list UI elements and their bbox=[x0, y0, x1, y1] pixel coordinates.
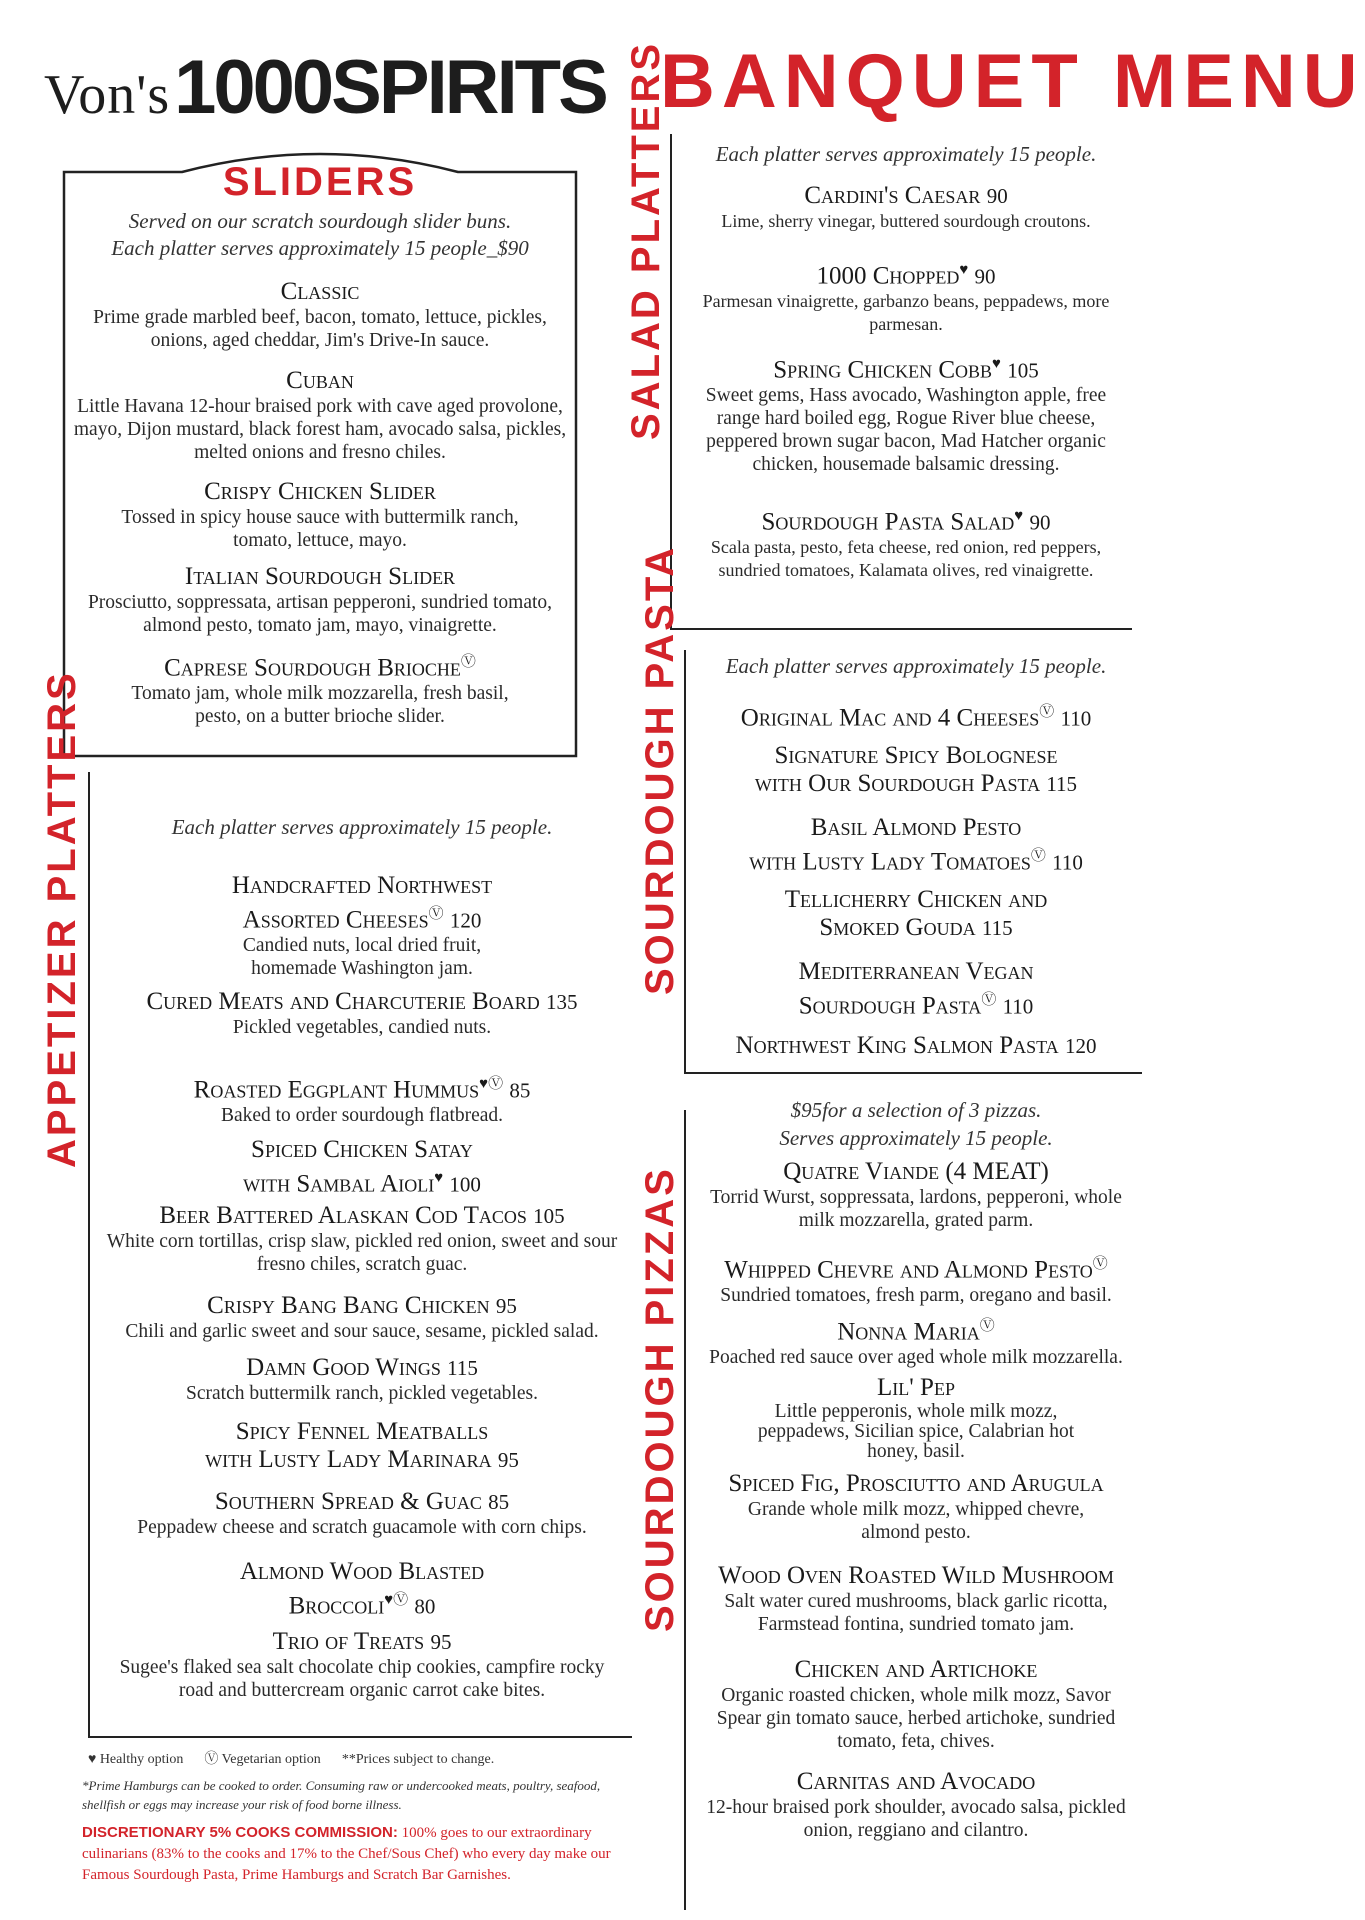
slider-desc: Prosciutto, soppressata, artisan pepperoni, sundried tomato, almond pesto, tomato jam, mayo, vinaigrette. bbox=[87, 592, 553, 636]
raw-food-warning: *Prime Hamburgs can be cooked to order. Consuming raw or undercooked meats, poultry, seafood, shellfish or eggs may increase your risk of food borne illness. bbox=[82, 1778, 601, 1812]
salad-price: 90 bbox=[986, 184, 1008, 208]
healthy-icon: ♥ bbox=[992, 356, 1001, 372]
pizza-name: Lil' Pep bbox=[877, 1374, 955, 1401]
appetizer-item bbox=[92, 1558, 632, 1620]
appetizer-name-line1: Spiced Chicken Satay bbox=[251, 1136, 473, 1163]
pasta-price: 115 bbox=[981, 916, 1013, 940]
pasta-item bbox=[690, 814, 1142, 876]
sliders-title: SLIDERS bbox=[222, 160, 418, 204]
salad-name: 1000 Chopped bbox=[816, 262, 960, 290]
pasta-price: 115 bbox=[1046, 772, 1078, 796]
appetizer-name-line1: Handcrafted Northwest bbox=[231, 872, 493, 899]
vegetarian-icon: Ⓥ bbox=[1030, 848, 1046, 864]
appetizer-name-line2: with Lusty Lady Marinara bbox=[205, 1446, 492, 1473]
pizza-name: Whipped Chevre and Almond Pesto bbox=[724, 1256, 1093, 1284]
pizza-item bbox=[690, 1768, 1142, 1842]
slider-desc: Tossed in spicy house sauce with buttermilk ranch, tomato, lettuce, mayo. bbox=[121, 507, 519, 551]
sliders-intro-line1: Served on our scratch sourdough slider buns. bbox=[128, 209, 512, 233]
appetizer-price: 80 bbox=[414, 1594, 436, 1619]
appetizer-price: 115 bbox=[447, 1356, 478, 1380]
pizza-item bbox=[690, 1656, 1142, 1753]
pizza-desc: Little pepperonis, whole milk mozz, peppadews, Sicilian spice, Calabrian hot honey, basil. bbox=[757, 1401, 1075, 1462]
pasta-price: 110 bbox=[1060, 706, 1092, 731]
slider-desc: Little Havana 12-hour braised pork with cave aged provolone, mayo, Dijon mustard, black forest ham, avocado salsa, pickles, melted onions and fresno chiles. bbox=[73, 396, 567, 463]
prices-note: **Prices subject to change. bbox=[341, 1752, 495, 1767]
salad-price: 90 bbox=[974, 264, 996, 289]
appetizer-item bbox=[92, 1488, 632, 1539]
pizza-desc: 12-hour braised pork shoulder, avocado salsa, pickled onion, reggiano and cilantro. bbox=[706, 1797, 1126, 1841]
brand-logo bbox=[44, 44, 606, 134]
pizzas-intro-line2: Serves approximately 15 people. bbox=[779, 1126, 1053, 1150]
vegetarian-icon: Ⓥ bbox=[1092, 1256, 1108, 1272]
salad-name: Spring Chicken Cobb bbox=[773, 356, 993, 384]
slider-name: Italian Sourdough Slider bbox=[184, 563, 456, 590]
vegetarian-icon: Ⓥ bbox=[204, 1752, 219, 1767]
appetizer-desc: Scratch buttermilk ranch, pickled vegetables. bbox=[186, 1383, 538, 1404]
slider-name: Crispy Chicken Slider bbox=[204, 478, 436, 505]
healthy-icon: ♥ bbox=[1014, 508, 1024, 524]
brand-prefix: Von's bbox=[44, 64, 171, 126]
pasta-name-line2: Sourdough Pasta bbox=[798, 992, 982, 1020]
appetizer-name: Roasted Eggplant Hummus bbox=[193, 1076, 480, 1104]
appetizer-desc: White corn tortillas, crisp slaw, pickled red onion, sweet and sour fresno chiles, scratch guac. bbox=[106, 1231, 618, 1275]
appetizer-name-line2: with Sambal Aioli bbox=[243, 1170, 435, 1198]
pasta-name-line1: Mediterranean Vegan bbox=[798, 958, 1034, 985]
salad-desc: Lime, sherry vinegar, buttered sourdough croutons. bbox=[721, 211, 1091, 231]
pasta-name-line2: Smoked Gouda bbox=[819, 914, 976, 941]
appetizer-name-line1: Almond Wood Blasted bbox=[239, 1558, 485, 1585]
pasta-title: SOURDOUGH PASTA bbox=[638, 544, 682, 995]
pizza-desc: Organic roasted chicken, whole milk mozz, Savor Spear gin tomato sauce, herbed artichoke, sundried tomato, feta, chives. bbox=[716, 1685, 1116, 1752]
pasta-bottom-rule bbox=[684, 1072, 1142, 1074]
pizza-item bbox=[690, 1470, 1142, 1544]
vegetarian-icon: Ⓥ bbox=[428, 906, 444, 922]
healthy-icon: ♥ bbox=[434, 1170, 444, 1186]
appetizer-name: Beer Battered Alaskan Cod Tacos bbox=[159, 1202, 527, 1229]
appetizer-item bbox=[92, 1354, 632, 1405]
pasta-item bbox=[690, 886, 1142, 942]
slider-item bbox=[68, 367, 572, 464]
salad-name: Sourdough Pasta Salad bbox=[761, 508, 1015, 536]
salad-name: Cardini's Caesar bbox=[804, 182, 981, 209]
pasta-item bbox=[690, 958, 1142, 1020]
appetizers-title: APPETIZER PLATTERS bbox=[40, 670, 84, 1168]
salad-desc: Scala pasta, pesto, feta cheese, red onion, red peppers, sundried tomatoes, Kalamata olives, red vinaigrette. bbox=[710, 537, 1102, 581]
slider-desc: Tomato jam, whole milk mozzarella, fresh basil, pesto, on a butter brioche slider. bbox=[131, 683, 509, 728]
commission-note bbox=[82, 1822, 622, 1886]
salad-price: 105 bbox=[1007, 358, 1039, 383]
pasta-name-line1: Signature Spicy Bolognese bbox=[774, 742, 1058, 769]
menu-title: BANQUET MENU bbox=[660, 39, 1365, 124]
appetizer-item bbox=[92, 1070, 632, 1127]
pasta-divider bbox=[684, 650, 686, 1074]
slider-item bbox=[68, 563, 572, 637]
appetizer-price: 135 bbox=[546, 990, 578, 1014]
appetizer-name: Trio of Treats bbox=[272, 1628, 425, 1655]
salads-bottom-rule bbox=[670, 628, 1132, 630]
appetizer-price: 105 bbox=[533, 1204, 565, 1228]
vegetarian-icon: Ⓥ bbox=[979, 1318, 995, 1334]
pizza-desc: Torrid Wurst, soppressata, lardons, pepperoni, whole milk mozzarella, grated parm. bbox=[710, 1187, 1122, 1231]
pasta-price: 110 bbox=[1002, 994, 1034, 1019]
salad-item bbox=[680, 182, 1132, 233]
pizza-item bbox=[690, 1374, 1142, 1462]
healthy-label: Healthy option bbox=[99, 1752, 184, 1767]
salad-item bbox=[680, 502, 1132, 582]
legend bbox=[88, 1748, 648, 1768]
appetizer-price: 85 bbox=[488, 1490, 510, 1514]
sliders-intro-line2: Each platter serves approximately 15 people_$90 bbox=[111, 236, 529, 260]
slider-name: Classic bbox=[280, 278, 360, 305]
appetizers-intro: Each platter serves approximately 15 people. bbox=[171, 815, 553, 839]
pizza-name: Chicken and Artichoke bbox=[794, 1656, 1038, 1683]
pasta-item bbox=[690, 1032, 1142, 1060]
salad-item bbox=[680, 350, 1132, 476]
slider-item bbox=[68, 278, 572, 352]
salads-intro: Each platter serves approximately 15 people. bbox=[715, 142, 1097, 166]
pasta-intro: Each platter serves approximately 15 people. bbox=[725, 654, 1107, 678]
appetizer-name: Cured Meats and Charcuterie Board bbox=[146, 988, 540, 1015]
slider-name: Caprese Sourdough Brioche bbox=[164, 654, 461, 682]
vegetarian-icon: Ⓥ bbox=[981, 992, 997, 1008]
pasta-name-line2: with Lusty Lady Tomatoes bbox=[749, 848, 1031, 876]
pasta-item bbox=[690, 698, 1142, 732]
pasta-name: Northwest King Salmon Pasta bbox=[735, 1032, 1059, 1059]
slider-item bbox=[68, 648, 572, 728]
salad-desc: Sweet gems, Hass avocado, Washington apple, free range hard boiled egg, Rogue River blue cheese, peppered brown sugar bacon, Mad Hatcher organic chicken, housemade balsamic dressing. bbox=[705, 385, 1107, 476]
appetizer-desc: Pickled vegetables, candied nuts. bbox=[232, 1017, 492, 1038]
healthy-vegetarian-icon: ♥Ⓥ bbox=[384, 1592, 409, 1608]
slider-name: Cuban bbox=[286, 367, 354, 394]
appetizer-item bbox=[92, 1136, 632, 1198]
appetizers-divider bbox=[88, 772, 90, 1738]
appetizer-price: 95 bbox=[497, 1448, 519, 1472]
appetizer-item bbox=[92, 1292, 632, 1343]
appetizer-name-line2: Broccoli bbox=[288, 1592, 385, 1620]
appetizer-item bbox=[92, 872, 632, 980]
pizza-desc: Poached red sauce over aged whole milk mozzarella. bbox=[709, 1347, 1123, 1369]
slider-desc: Prime grade marbled beef, bacon, tomato, lettuce, pickles, onions, aged cheddar, Jim's Drive-In sauce. bbox=[93, 307, 547, 351]
commission-title: DISCRETIONARY 5% COOKS COMMISSION: bbox=[82, 1824, 398, 1841]
appetizer-price: 85 bbox=[509, 1078, 531, 1103]
pizza-item bbox=[690, 1312, 1142, 1369]
pizzas-title: SOURDOUGH PIZZAS bbox=[638, 1166, 682, 1632]
healthy-icon: ♥ bbox=[88, 1752, 97, 1767]
appetizer-item bbox=[92, 988, 632, 1039]
pizza-desc: Grande whole milk mozz, whipped chevre, almond pesto. bbox=[747, 1499, 1085, 1543]
pizza-desc: Sundried tomatoes, fresh parm, oregano and basil. bbox=[720, 1285, 1112, 1307]
appetizer-item bbox=[92, 1628, 632, 1702]
vegetarian-icon: Ⓥ bbox=[460, 654, 476, 670]
slider-item bbox=[68, 478, 572, 552]
sliders-intro bbox=[62, 208, 578, 262]
pizzas-intro bbox=[690, 1096, 1142, 1152]
appetizer-name: Southern Spread & Guac bbox=[214, 1488, 482, 1515]
appetizer-price: 100 bbox=[449, 1172, 481, 1197]
pizza-item bbox=[690, 1158, 1142, 1232]
appetizer-item bbox=[92, 1418, 632, 1474]
vegetarian-icon: Ⓥ bbox=[1039, 704, 1055, 720]
appetizer-desc: Sugee's flaked sea salt chocolate chip cookies, campfire rocky road and buttercream organic carrot cake bites. bbox=[119, 1657, 605, 1701]
brand-main: 1000SPIRITS bbox=[174, 45, 606, 130]
appetizer-name: Damn Good Wings bbox=[246, 1354, 441, 1381]
pasta-price: 110 bbox=[1052, 850, 1083, 875]
appetizer-name-line1: Spicy Fennel Meatballs bbox=[235, 1418, 489, 1445]
pasta-price: 120 bbox=[1064, 1034, 1097, 1058]
salads-title: SALAD PLATTERS bbox=[624, 40, 668, 440]
appetizer-name: Crispy Bang Bang Chicken bbox=[207, 1292, 490, 1319]
salad-desc: Parmesan vinaigrette, garbanzo beans, peppadews, more parmesan. bbox=[702, 291, 1110, 335]
appetizer-price: 95 bbox=[495, 1294, 517, 1318]
pasta-name-line1: Basil Almond Pesto bbox=[810, 814, 1022, 841]
pasta-name: Original Mac and 4 Cheeses bbox=[740, 704, 1040, 732]
pizza-desc: Salt water cured mushrooms, black garlic ricotta, Farmstead fontina, sundried tomato jam. bbox=[724, 1591, 1108, 1635]
pasta-item bbox=[690, 742, 1142, 798]
pizza-name: Spiced Fig, Prosciutto and Arugula bbox=[728, 1470, 1104, 1497]
pizza-name: Nonna Maria bbox=[837, 1318, 980, 1346]
appetizer-desc: Baked to order sourdough flatbread. bbox=[220, 1105, 504, 1127]
appetizer-item bbox=[92, 1202, 632, 1276]
appetizer-price: 120 bbox=[449, 908, 482, 933]
pasta-name-line1: Tellicherry Chicken and bbox=[784, 886, 1048, 913]
pizzas-intro-line1: $95for a selection of 3 pizzas. bbox=[790, 1098, 1042, 1122]
appetizer-desc: Peppadew cheese and scratch guacamole with corn chips. bbox=[137, 1517, 587, 1538]
pizzas-divider bbox=[684, 1110, 686, 1910]
pasta-name-line2: with Our Sourdough Pasta bbox=[754, 770, 1041, 797]
pizza-name: Quatre Viande (4 MEAT) bbox=[783, 1158, 1049, 1185]
pizza-name: Carnitas and Avocado bbox=[796, 1768, 1036, 1795]
pizza-name: Wood Oven Roasted Wild Mushroom bbox=[718, 1562, 1114, 1589]
appetizer-desc: Candied nuts, local dried fruit, homemade Washington jam. bbox=[242, 935, 482, 980]
healthy-icon: ♥ bbox=[959, 262, 969, 278]
appetizer-desc: Chili and garlic sweet and sour sauce, sesame, pickled salad. bbox=[125, 1321, 599, 1342]
appetizer-name-line2: Assorted Cheeses bbox=[242, 906, 429, 934]
healthy-vegetarian-icon: ♥Ⓥ bbox=[479, 1076, 504, 1092]
appetizers-bottom-rule bbox=[88, 1736, 632, 1738]
vegetarian-label: Vegetarian option bbox=[221, 1752, 321, 1767]
appetizer-price: 95 bbox=[430, 1630, 452, 1654]
salad-item bbox=[680, 256, 1132, 336]
pizza-item bbox=[690, 1562, 1142, 1636]
salad-price: 90 bbox=[1029, 510, 1051, 535]
commission-text: 100% goes to our extraordinary culinarians (83% to the cooks and 17% to the Chef/Sous Chef) who every day make our Famous Sourdough Pasta, Prime Hamburgs and Scratch Bar Garnishes. bbox=[82, 1825, 611, 1883]
pizza-item bbox=[690, 1250, 1142, 1307]
